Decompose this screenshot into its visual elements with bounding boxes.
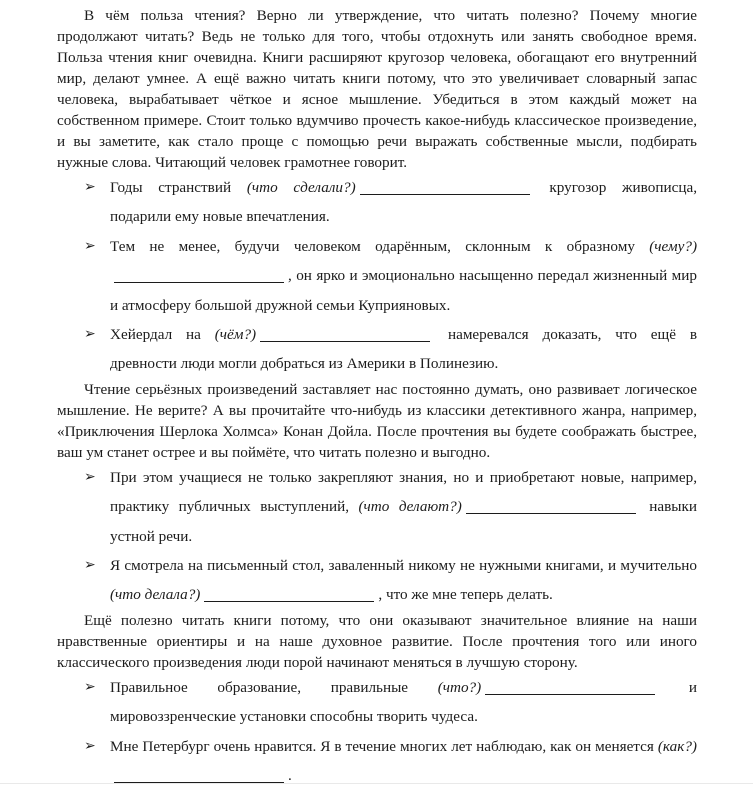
fill-in-blank-line: [114, 269, 284, 283]
fill-in-blank-line: [260, 328, 430, 342]
bullet-list: [57, 673, 697, 791]
list-item: [57, 732, 697, 791]
arrow-bullet-icon: ➢: [84, 237, 96, 254]
paragraph: Чтение серьёзных произведений заставляет нас постоянно думать, оно развивает логическое мышление. Не верите? А вы прочитайте что-нибудь из классики детективного жанра, например, «Приключения Шерлока Холмса» Конан Дойла. После прочтения вы будете соображать быстрее, ваш ум станет острее и вы поймёте, что читать полезно и выгодно.: [57, 380, 697, 461]
sentence-text: , он ярко и эмоционально насыщенно передал жизненный мир и атмосферу большой дружной семьи Куприяновых.: [110, 267, 697, 314]
sentence-text: При этом учащиеся не только закрепляют знания, но и приобретают новые, например, практику публичных выступлений,: [110, 468, 697, 516]
list-item: [57, 232, 697, 320]
grammar-question: (что сделали?): [246, 179, 356, 196]
arrow-bullet-icon: ➢: [84, 678, 96, 695]
fill-in-blank-line: [114, 769, 284, 783]
paragraph: В чём польза чтения? Верно ли утверждение, что читать полезно? Почему многие продолжают читать? Ведь не только для того, чтобы отдохнуть или занять свободное время. Польза чтения книг очевидна. Книги расширяют кругозор человека, обогащают его внутренний мир, делают умнее. А ещё важно читать книги потому, что это увеличивает словарный запас человека, вырабатывает чёткое и ясное мышление. Убедиться в этом каждый может на собственном примере. Стоит только вдумчиво прочесть какое-нибудь классическое произведение, и вы заметите, как стало проще с помощью речи выражать собственные мысли, подбирать нужные слова. Читающий человек грамотнее говорит.: [57, 7, 697, 171]
grammar-question: (что?): [437, 678, 482, 696]
sentence-text: Я смотрела на письменный стол, заваленный никому не нужными книгами, и мучительно: [110, 557, 697, 575]
fill-in-blank-line: [360, 181, 530, 195]
grammar-question: (чём?): [214, 326, 257, 344]
fill-in-blank-line: [466, 500, 636, 514]
arrow-bullet-icon: ➢: [84, 326, 96, 343]
grammar-question: (как?): [657, 737, 697, 755]
sentence-text: и мировоззренческие установки способны творить чудеса.: [110, 678, 697, 726]
sentence-text: Хейердал на: [110, 326, 215, 344]
bullet-list: [57, 463, 697, 610]
sentence-text: Годы странствий: [110, 179, 247, 196]
list-item: [57, 463, 697, 551]
arrow-bullet-icon: ➢: [84, 179, 96, 195]
paragraph: Ещё полезно читать книги потому, что они оказывают значительное влияние на наши нравственные ориентиры и на наше духовное развитие. После прочтения того или иного классического произведения люди порой начинают меняться в лучшую сторону.: [57, 611, 697, 671]
list-item: [57, 551, 697, 610]
fill-in-blank-line: [204, 588, 374, 602]
sentence-text: кругозор живописца, подарили ему новые впечатления.: [110, 179, 697, 226]
grammar-question: (что делают?): [358, 498, 462, 516]
sentence-text: Тем не менее, будучи человеком одарённым, склонным к образному: [110, 237, 650, 255]
sentence-text: Правильное образование, правильные: [110, 678, 438, 696]
sentence-text: навыки устной речи.: [110, 498, 697, 545]
sentence-text: , что же мне теперь делать.: [378, 586, 553, 604]
document-body: [57, 5, 697, 791]
sentence-text: Мне Петербург очень нравится. Я в течение многих лет наблюдаю, как он меняется: [110, 737, 658, 755]
arrow-bullet-icon: ➢: [84, 557, 96, 574]
list-item: [57, 673, 697, 732]
sentence-text: намеревался доказать, что ещё в древности люди могли добраться из Америки в Полинезию.: [110, 326, 697, 373]
fill-in-blank-line: [485, 681, 655, 695]
grammar-question: (что делала?): [110, 586, 201, 604]
arrow-bullet-icon: ➢: [84, 737, 96, 754]
grammar-question: (чему?): [649, 237, 697, 255]
sentence-text: .: [288, 767, 292, 785]
arrow-bullet-icon: ➢: [84, 468, 96, 485]
list-item: [57, 320, 697, 379]
bullet-list: [57, 173, 697, 379]
list-item: [57, 173, 697, 232]
